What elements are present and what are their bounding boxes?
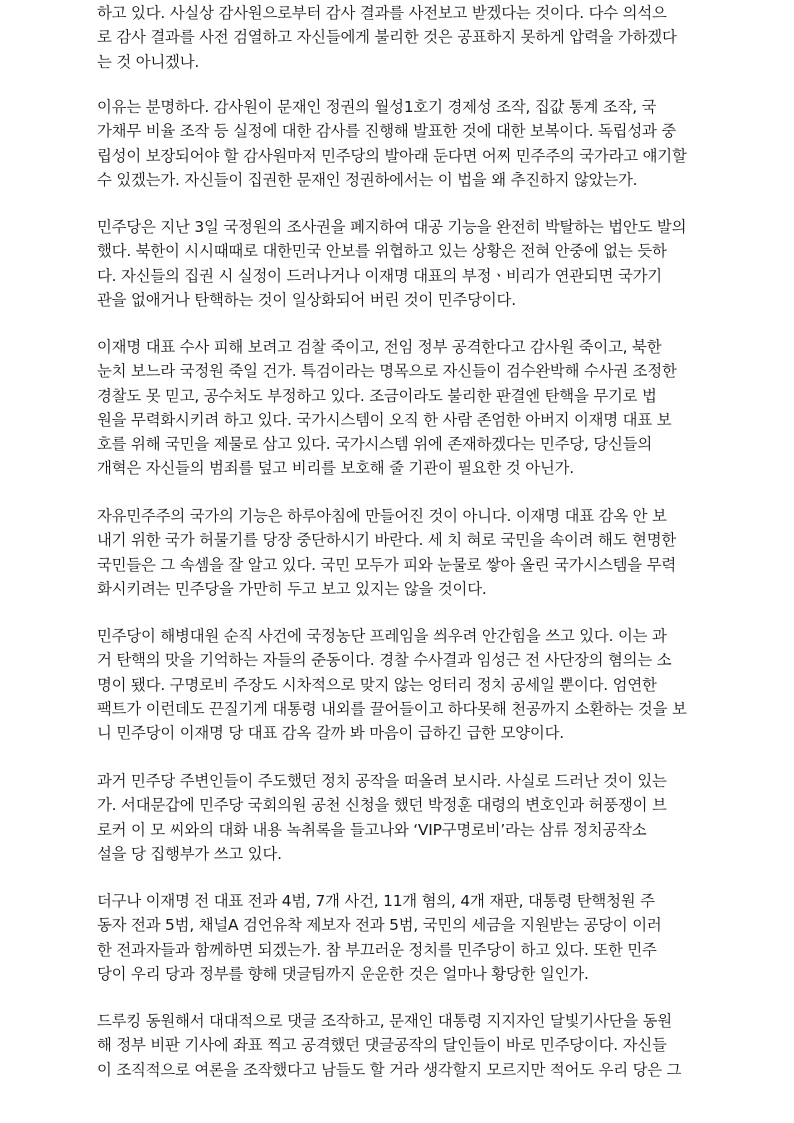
text-line: 이유는 분명하다. 감사원이 문재인 정권의 월성1호기 경제성 조작, 집값 통계 조작, 국 xyxy=(97,98,657,116)
text-line: 관을 없애거나 탄핵하는 것이 일상화되어 버린 것이 민주당이다. xyxy=(97,290,516,309)
paragraph-9 xyxy=(97,1009,681,1082)
text-line: 해 정부 비판 기사에 좌표 찍고 공격했던 댓글공작의 달인들이 바로 민주당이다. 자신들 xyxy=(97,1036,667,1055)
text-line: 동자 전과 5범, 채널A 검언유착 제보자 전과 5범, 국민의 세금을 지원받는 공당이 이러 xyxy=(97,916,662,935)
paragraph-7 xyxy=(97,769,667,866)
paragraph-3 xyxy=(97,215,686,312)
text-line: 명이 됐다. 구명로비 주장도 시차적으로 맞지 않는 엉터리 정치 공세일 뿐이다. 엄연한 xyxy=(97,675,657,694)
text-line: 과거 민주당 주변인들이 주도했던 정치 공작을 떠올려 보시라. 사실로 드러난 것이 있는 xyxy=(97,772,667,790)
text-line: 경찰도 못 믿고, 공수처도 부정하고 있다. 조금이라도 불리한 판결엔 탄핵을 무기로 법 xyxy=(97,386,657,405)
text-line: 눈치 보느라 국정원 죽일 건가. 특검이라는 명목으로 자신들이 검수완박해 수사권 조정한 xyxy=(97,362,677,381)
text-line: 로 감사 결과를 사전 검열하고 자신들에게 불리한 것은 공표하지 못하게 압력을 가하겠다 xyxy=(97,28,677,47)
text-line: 한 전과자들과 함께하면 되겠는가. 참 부끄러운 정치를 민주당이 하고 있다. 또한 민주 xyxy=(97,940,657,959)
text-line: 다. 자신들의 집권 시 실정이 드러나거나 이재명 대표의 부정ㆍ비리가 연관되면 국가기 xyxy=(97,266,662,285)
text-line: 수 있겠는가. 자신들이 집권한 문재인 정권하에서는 이 법을 왜 추진하지 않았는가. xyxy=(97,170,638,189)
text-line: 드루킹 동원해서 대대적으로 댓글 조작하고, 문재인 대통령 지지자인 달빛기사단을 동원 xyxy=(97,1012,672,1030)
text-line: 하고 있다. 사실상 감사원으로부터 감사 결과를 사전보고 받겠다는 것이다. 다수 의석으 xyxy=(97,4,667,22)
paragraph-1 xyxy=(97,1,677,74)
text-line: 립성이 보장되어야 할 감사원마저 민주당의 발아래 둔다면 어찌 민주주의 국가라고 얘기할 xyxy=(97,146,687,165)
text-line: 이재명 대표 수사 피해 보려고 검찰 죽이고, 전임 정부 공격한다고 감사원 죽이고, 북한 xyxy=(97,338,662,356)
text-line: 가. 서대문갑에 민주당 국회의원 공천 신청을 했던 박정훈 대령의 변호인과 허풍쟁이 브 xyxy=(97,796,667,815)
text-line: 거 탄핵의 맛을 기억하는 자들의 준동이다. 경찰 수사결과 임성근 전 사단장의 혐의는 소 xyxy=(97,651,672,670)
text-line: 민주당은 지난 3일 국정원의 조사권을 폐지하여 대공 기능을 완전히 박탈하는 법안도 발의 xyxy=(97,218,687,236)
text-line: 는 것 아니겠나. xyxy=(97,52,200,71)
text-line: 개혁은 자신들의 범죄를 덮고 비리를 보호해 줄 기관이 필요한 것 아닌가. xyxy=(97,459,574,478)
text-line: 국민들은 그 속셈을 잘 알고 있다. 국민 모두가 피와 눈물로 쌓아 올린 국가시스템을 무력 xyxy=(97,555,677,574)
text-line: 니 민주당이 이재명 당 대표 감옥 갈까 봐 마음이 급하긴 급한 모양이다. xyxy=(97,724,564,743)
text-line: 로커 이 모 씨와의 대화 내용 녹취록을 들고나와 ‘VIP구명로비’라는 삼류 정치공작소 xyxy=(97,820,647,839)
text-line: 자유민주주의 국가의 기능은 하루아침에 만들어진 것이 아니다. 이재명 대표 감옥 안 보 xyxy=(97,507,667,525)
paragraph-4 xyxy=(97,335,677,481)
text-line: 내기 위한 국가 허물기를 당장 중단하시기 바란다. 세 치 혀로 국민을 속이려 해도 현명한 xyxy=(97,531,677,550)
text-line: 원을 무력화시키려 하고 있다. 국가시스템이 오직 한 사람 존엄한 아버지 이재명 대표 보 xyxy=(97,410,672,429)
text-line: 이 조직적으로 여론을 조작했다고 남들도 할 거라 생각할지 모르지만 적어도 우리 당은 그 xyxy=(97,1060,682,1079)
text-line: 설을 당 집행부가 쓰고 있다. xyxy=(97,844,282,863)
text-line: 호를 위해 국민을 제물로 삼고 있다. 국가시스템 위에 존재하겠다는 민주당, 당신들의 xyxy=(97,435,652,454)
paragraph-2 xyxy=(97,95,687,192)
paragraph-6 xyxy=(97,624,687,745)
text-line: 가채무 비율 조작 등 실정에 대한 감사를 진행해 발표한 것에 대한 보복이다. 독립성과 중 xyxy=(97,122,677,141)
text-line: 했다. 북한이 시시때때로 대한민국 안보를 위협하고 있는 상황은 전혀 안중에 없는 듯하 xyxy=(97,242,667,261)
paragraph-5 xyxy=(97,504,676,601)
text-line: 팩트가 이런데도 끈질기게 대통령 내외를 끌어들이고 하다못해 천공까지 소환하는 것을 보 xyxy=(97,699,687,718)
paragraph-8 xyxy=(97,889,662,986)
text-line: 당이 우리 당과 정부를 향해 댓글팀까지 운운한 것은 얼마나 황당한 일인가. xyxy=(97,964,589,983)
text-line: 더구나 이재명 전 대표 전과 4범, 7개 사건, 11개 혐의, 4개 재판, 대통령 탄핵청원 주 xyxy=(97,892,655,910)
text-line: 화시키려는 민주당을 가만히 두고 보고 있지는 않을 것이다. xyxy=(97,579,487,598)
text-line: 민주당이 해병대원 순직 사건에 국정농단 프레임을 씌우려 안간힘을 쓰고 있다. 이는 과 xyxy=(97,627,667,645)
